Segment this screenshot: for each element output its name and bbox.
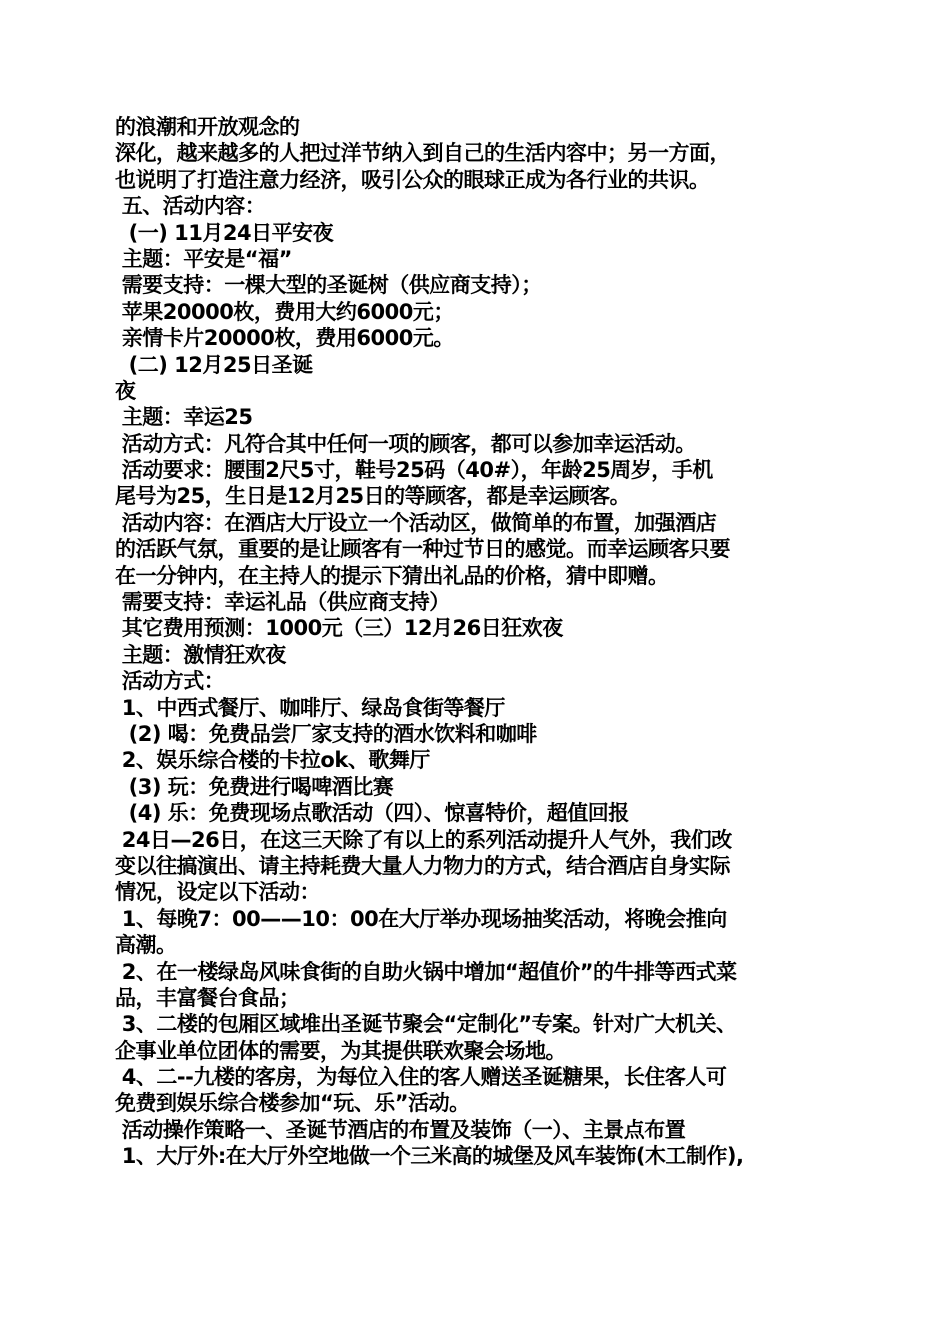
text-line: (二) 12月25日圣诞 xyxy=(115,352,313,377)
text-line: 免费到娱乐综合楼参加“玩、乐”活动。 xyxy=(115,1091,470,1116)
text-line: 主题：平安是“福” xyxy=(115,246,292,271)
text-line: 2、娱乐综合楼的卡拉ok、歌舞厅 xyxy=(115,748,430,773)
text-line: 活动要求：腰围2尺5寸，鞋号25码（40#），年龄25周岁，手机 xyxy=(115,458,713,483)
text-line: 的浪潮和开放观念的 xyxy=(115,115,300,139)
text-line: 企事业单位团体的需要，为其提供联欢聚会场地。 xyxy=(115,1038,566,1063)
text-line: 活动方式： xyxy=(115,669,225,694)
text-line: 情况，设定以下活动： xyxy=(115,880,320,905)
text-line: 亲情卡片20000枚，费用6000元。 xyxy=(115,326,454,351)
text-line: 的活跃气氛，重要的是让顾客有一种过节日的感觉。而幸运顾客只要 xyxy=(115,537,730,562)
text-line: 1、中西式餐厅、咖啡厅、绿岛食街等餐厅 xyxy=(115,695,505,720)
text-line: (3) 玩：免费进行喝啤酒比赛 xyxy=(115,774,394,799)
text-line: 3、二楼的包厢区域堆出圣诞节聚会“定制化”专案。针对广大机关、 xyxy=(115,1012,737,1037)
text-line: 1、每晚7：00——10：00在大厅举办现场抽奖活动，将晚会推向 xyxy=(115,906,727,931)
text-line: 在一分钟内，在主持人的提示下猜出礼品的价格，猜中即赠。 xyxy=(115,563,669,588)
text-line: 需要支持：一棵大型的圣诞树（供应商支持）； xyxy=(115,273,542,298)
text-line: 品，丰富餐台食品； xyxy=(115,985,300,1010)
text-line: 夜 xyxy=(115,378,136,403)
text-line: 深化，越来越多的人把过洋节纳入到自己的生活内容中；另一方面， xyxy=(115,141,730,166)
text-line: 五、活动内容： xyxy=(115,194,266,219)
text-line: 需要支持：幸运礼品（供应商支持） xyxy=(115,590,450,615)
text-line: 其它费用预测：1000元（三）12月26日狂欢夜 xyxy=(115,616,563,641)
text-line: 主题：幸运25 xyxy=(115,405,253,430)
text-line: 主题：激情狂欢夜 xyxy=(115,642,286,667)
text-line: 高潮。 xyxy=(115,933,177,958)
text-line: 4、二--九楼的客房，为每位入住的客人赠送圣诞糖果，长住客人可 xyxy=(115,1065,727,1090)
text-line: 也说明了打造注意力经济，吸引公众的眼球正成为各行业的共识。 xyxy=(115,167,710,192)
text-line: (2) 喝：免费品尝厂家支持的酒水饮料和咖啡 xyxy=(115,721,537,746)
text-line: 变以往搞演出、请主持耗费大量人力物力的方式，结合酒店自身实际 xyxy=(115,853,730,878)
text-line: 24日—26日，在这三天除了有以上的系列活动提升人气外，我们改 xyxy=(115,827,732,852)
text-line: 尾号为25，生日是12月25日的等顾客，都是幸运顾客。 xyxy=(115,484,631,509)
document-body xyxy=(115,114,837,1170)
text-line: (一) 11月24日平安夜 xyxy=(115,220,334,245)
text-line: (4) 乐：免费现场点歌活动（四）、惊喜特价，超值回报 xyxy=(115,801,629,826)
text-line: 1、大厅外:在大厅外空地做一个三米高的城堡及风车装饰(木工制作), xyxy=(115,1144,744,1169)
text-line: 活动内容：在酒店大厅设立一个活动区，做简单的布置，加强酒店 xyxy=(115,510,717,535)
text-line: 活动方式：凡符合其中任何一项的顾客，都可以参加幸运活动。 xyxy=(115,431,696,456)
text-line: 苹果20000枚，费用大约6000元； xyxy=(115,299,454,324)
text-line: 2、在一楼绿岛风味食街的自助火锅中增加“超值价”的牛排等西式菜 xyxy=(115,959,737,984)
text-line: 活动操作策略一、圣诞节酒店的布置及装饰（一）、主景点布置 xyxy=(115,1117,686,1142)
